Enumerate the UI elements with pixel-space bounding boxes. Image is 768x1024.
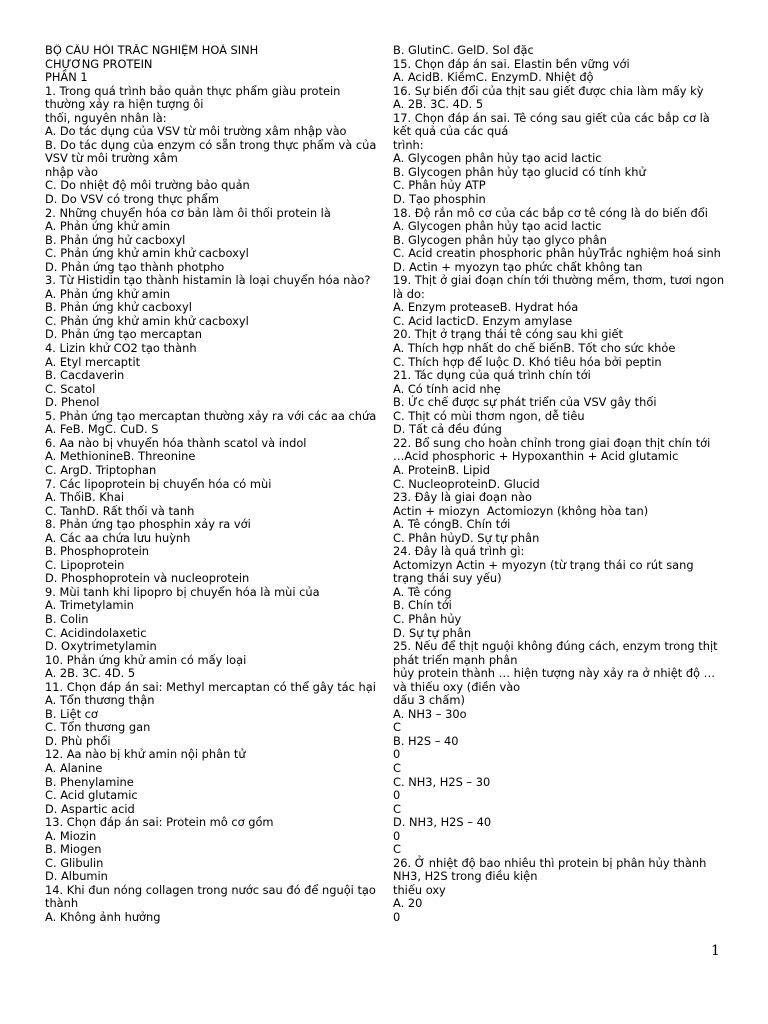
text-line: C. Do nhiệt độ môi trường bảo quản — [45, 178, 250, 193]
text-line: C. Thịt có mùi thơm ngon, dễ tiêu — [393, 408, 585, 423]
text-line: A. Alanine — [45, 760, 103, 775]
text-line: B. Glycogen phân hủy tạo glyco phân — [393, 232, 607, 247]
text-line: A. MethionineB. Threonine — [45, 449, 196, 464]
text-line: 19. Thịt ở giai đoạn chín tới thường mềm, thơm, tươi ngon — [393, 273, 725, 288]
text-line: 0 — [393, 828, 401, 843]
text-line: C. Acid glutamic — [45, 788, 138, 803]
text-line: NH3, H2S trong điều kiện — [393, 869, 538, 884]
text-line: trạng thái suy yếu) — [393, 571, 502, 586]
text-line: A. Enzym proteaseB. Hydrat hóa — [393, 300, 579, 315]
text-line: C. Acidindolaxetic — [45, 625, 147, 640]
text-line: thối, nguyên nhân là: — [45, 110, 167, 125]
text-line: B. Ức chế được sự phát triển của VSV gây thối — [393, 395, 657, 410]
text-line: D. Phenol — [45, 395, 100, 410]
text-line: 21. Tác dụng của quá trình chín tới — [393, 368, 591, 383]
text-line: A. Không ảnh hưởng — [45, 910, 161, 924]
text-line: 18. Độ rắn mô cơ của các bắp cơ tê cóng là do biến đổi — [393, 205, 708, 220]
text-line: A. Có tính acid nhẹ — [393, 381, 501, 396]
text-line: BỘ CÂU HỎI TRẮC NGHIỆM HOÁ SINH — [45, 44, 259, 57]
text-line: 0 — [393, 910, 401, 924]
text-line: 7. Các lipoprotein bị chuyển hóa có mùi — [45, 476, 272, 491]
text-line: 2. Những chuyển hóa cơ bản làm ôi thối protein là — [45, 205, 331, 220]
text-line: và thiếu oxy (điền vào — [393, 679, 521, 694]
text-line: B. Phenylamine — [45, 774, 134, 789]
text-line: 10. Phản ứng khử amin có mấy loại — [45, 652, 247, 667]
text-line: A. ThốiB. Khai — [45, 490, 125, 505]
text-line: C. TanhD. Rất thối và tanh — [45, 503, 195, 518]
text-line: A. Thích hợp nhất do chế biếnB. Tốt cho sức khỏe — [393, 341, 676, 356]
text-line: thiếu oxy — [393, 882, 446, 897]
text-line: thành — [45, 896, 79, 911]
text-line: 5. Phản ứng tạo mercaptan thường xảy ra với các aa chứa — [45, 408, 377, 423]
text-line: A. Do tác dụng của VSV từ môi trường xâm nhập vào — [45, 124, 347, 139]
text-line: 15. Chọn đáp án sai. Elastin bền vững với — [393, 56, 630, 71]
right-text-column — [393, 44, 733, 925]
text-line: dấu 3 chấm) — [393, 693, 465, 708]
text-line: 26. Ở nhiệt độ bao nhiêu thì protein bị phân hủy thành — [393, 855, 707, 870]
text-line: C. ArgD. Triptophan — [45, 462, 157, 477]
text-line: A. Tổn thương thận — [45, 693, 155, 708]
text-line: A. 20 — [393, 896, 423, 911]
text-line: C. Tổn thương gan — [45, 720, 151, 735]
text-line: 13. Chọn đáp án sai: Protein mô cơ gồm — [45, 815, 274, 830]
page-number: 1 — [711, 943, 720, 959]
text-line: A. Tê cóngB. Chín tới — [393, 517, 511, 532]
text-line: nhập vào — [45, 164, 98, 179]
text-line: 17. Chọn đáp án sai. Tê cóng sau giết của các bắp cơ là — [393, 110, 710, 125]
text-line: B. GlutinC. GelD. Sol đặc — [393, 44, 534, 57]
text-line: C. Acid lacticD. Enzym amylase — [393, 313, 573, 328]
text-line: C. Phản ứng khử amin khử cacboxyl — [45, 313, 249, 328]
text-line: phát triển mạnh phân — [393, 652, 518, 667]
text-line: B. Do tác dụng của enzym có sẵn trong thực phẩm và của — [45, 137, 377, 152]
text-line: A. ProteinB. Lipid — [393, 462, 490, 477]
text-line: B. Colin — [45, 611, 89, 626]
text-line: D. Phản ứng tạo mercaptan — [45, 327, 202, 342]
text-line: A. Phản ứng khử amin — [45, 286, 171, 301]
text-line: B. Liệt cơ — [45, 706, 98, 721]
text-line: A. AcidB. KiềmC. EnzymD. Nhiệt độ — [393, 70, 594, 85]
text-line: B. Phosphoprotein — [45, 544, 149, 559]
text-line: A. 2B. 3C. 4D. 5 — [393, 97, 484, 112]
text-line: C. NH3, H2S – 30 — [393, 774, 491, 789]
text-line: thường xảy ra hiện tượng ôi — [45, 97, 204, 112]
text-line: C. Glibulin — [45, 855, 104, 870]
text-line: A. Các aa chứa lưu huỳnh — [45, 530, 191, 545]
text-line: 8. Phản ứng tạo phosphin xảy ra với — [45, 517, 251, 532]
text-line: kết quả của các quá — [393, 124, 509, 139]
text-line: C. Phân hủy — [393, 611, 462, 626]
text-line: 16. Sự biến đổi của thịt sau giết được chia làm mấy kỳ — [393, 83, 704, 98]
text-line: D. Tạo phosphin — [393, 192, 486, 207]
text-line: B. Phản ứng hử cacboxyl — [45, 232, 186, 247]
text-line: C — [393, 760, 401, 775]
text-line: A. Etyl mercaptit — [45, 354, 141, 369]
text-line: A. Miozin — [45, 828, 97, 843]
text-line: C. Phản ứng khử amin khử cacboxyl — [45, 246, 249, 261]
text-line: A. NH3 – 30o — [393, 706, 467, 721]
text-line: C. Acid creatin phosphoric phân hủyTrắc nghiệm hoá sinh — [393, 246, 721, 261]
text-line: 25. Nếu để thịt nguội không đúng cách, enzym trong thịt — [393, 639, 718, 654]
text-line: 6. Aa nào bị vhuyển hóa thành scatol và indol — [45, 435, 307, 450]
text-line: Actin + miozyn Actomiozyn (không hòa tan) — [393, 503, 649, 518]
text-line: D. Phù phổi — [45, 733, 111, 748]
text-line: 9. Mùi tanh khi lipopro bị chuyển hóa là mùi của — [45, 584, 320, 599]
text-line: hủy protein thành … hiện tượng này xảy ra ở nhiệt độ … — [393, 666, 716, 681]
text-line: trình: — [393, 137, 424, 152]
text-line: B. Chín tới — [393, 598, 452, 613]
text-line: B. Phản ứng khử cacboxyl — [45, 300, 192, 315]
text-line: là do: — [393, 286, 425, 301]
text-line: B. Cacdaverin — [45, 368, 125, 383]
text-line: C. Phân hủy ATP — [393, 178, 486, 193]
text-line: 14. Khi đun nóng collagen trong nước sau đó để nguội tạo — [45, 882, 376, 897]
text-line: A. Glycogen phân hủy tạo acid lactic — [393, 151, 602, 166]
text-line: B. Glycogen phân hủy tạo glucid có tính khử — [393, 164, 646, 179]
text-line: …Acid phosphoric + Hypoxanthin + Acid glutamic — [393, 449, 679, 464]
text-line: C. NucleoproteinD. Glucid — [393, 476, 540, 491]
text-line: 3. Từ Histidin tạo thành histamin là loại chuyển hóa nào? — [45, 273, 371, 288]
text-line: A. Glycogen phân hủy tạo acid lactic — [393, 219, 602, 234]
text-line: Actomizyn Actin + myozyn (từ trạng thái co rút sang — [393, 557, 694, 572]
text-line: D. Tất cả đều đúng — [393, 422, 502, 437]
text-line: 22. Bổ sung cho hoàn chỉnh trong giai đoạn thịt chín tới — [393, 435, 711, 450]
text-line: C. Phân hủyD. Sự tự phân — [393, 530, 540, 545]
text-line: D. Actin + myozyn tạo phức chất không tan — [393, 259, 643, 274]
text-line: A. FeB. MgC. CuD. S — [45, 422, 159, 437]
text-line: 1. Trong quá trình bảo quản thực phẩm giàu protein — [45, 83, 341, 98]
text-line: C. Lipoprotein — [45, 557, 125, 572]
text-line: D. Albumin — [45, 869, 108, 884]
text-line: CHƯƠNG PROTEIN — [45, 56, 153, 71]
text-line: D. Aspartic acid — [45, 801, 135, 816]
text-line: C — [393, 842, 401, 857]
text-line: VSV từ môi trường xâm — [45, 151, 178, 166]
text-line: A. Trimetylamin — [45, 598, 134, 613]
text-line: C — [393, 720, 401, 735]
text-line: 20. Thịt ở trạng thái tê cóng sau khi giết — [393, 327, 624, 342]
text-line: 24. Đây là quá trình gì: — [393, 544, 525, 559]
text-line: PHẦN 1 — [45, 70, 88, 85]
text-line: D. Phosphoprotein và nucleoprotein — [45, 571, 250, 586]
text-line: C — [393, 801, 401, 816]
text-line: C. Scatol — [45, 381, 96, 396]
text-line: D. Phản ứng tạo thành photpho — [45, 259, 225, 274]
text-line: D. NH3, H2S – 40 — [393, 815, 492, 830]
text-line: D. Sự tự phân — [393, 625, 472, 640]
text-line: 4. Lizin khử CO2 tạo thành — [45, 341, 197, 356]
text-line: D. Oxytrimetylamin — [45, 639, 157, 654]
text-line: 0 — [393, 788, 401, 803]
text-line: B. H2S – 40 — [393, 733, 459, 748]
text-line: A. Tê cóng — [393, 584, 452, 599]
text-line: B. Miogen — [45, 842, 102, 857]
text-line: 23. Đây là giai đoạn nào — [393, 490, 533, 505]
text-line: A. Phản ứng khử amin — [45, 219, 171, 234]
text-line: D. Do VSV có trong thực phẩm — [45, 192, 219, 207]
left-text-column — [45, 44, 385, 925]
text-line: A. 2B. 3C. 4D. 5 — [45, 666, 136, 681]
text-line: 12. Aa nào bị khử amin nội phân tử — [45, 747, 246, 762]
text-line: C. Thích hợp để luộc D. Khó tiêu hóa bởi peptin — [393, 354, 662, 369]
text-line: 11. Chọn đáp án sai: Methyl mercaptan có thể gây tác hại — [45, 679, 376, 694]
text-line: 0 — [393, 747, 401, 762]
